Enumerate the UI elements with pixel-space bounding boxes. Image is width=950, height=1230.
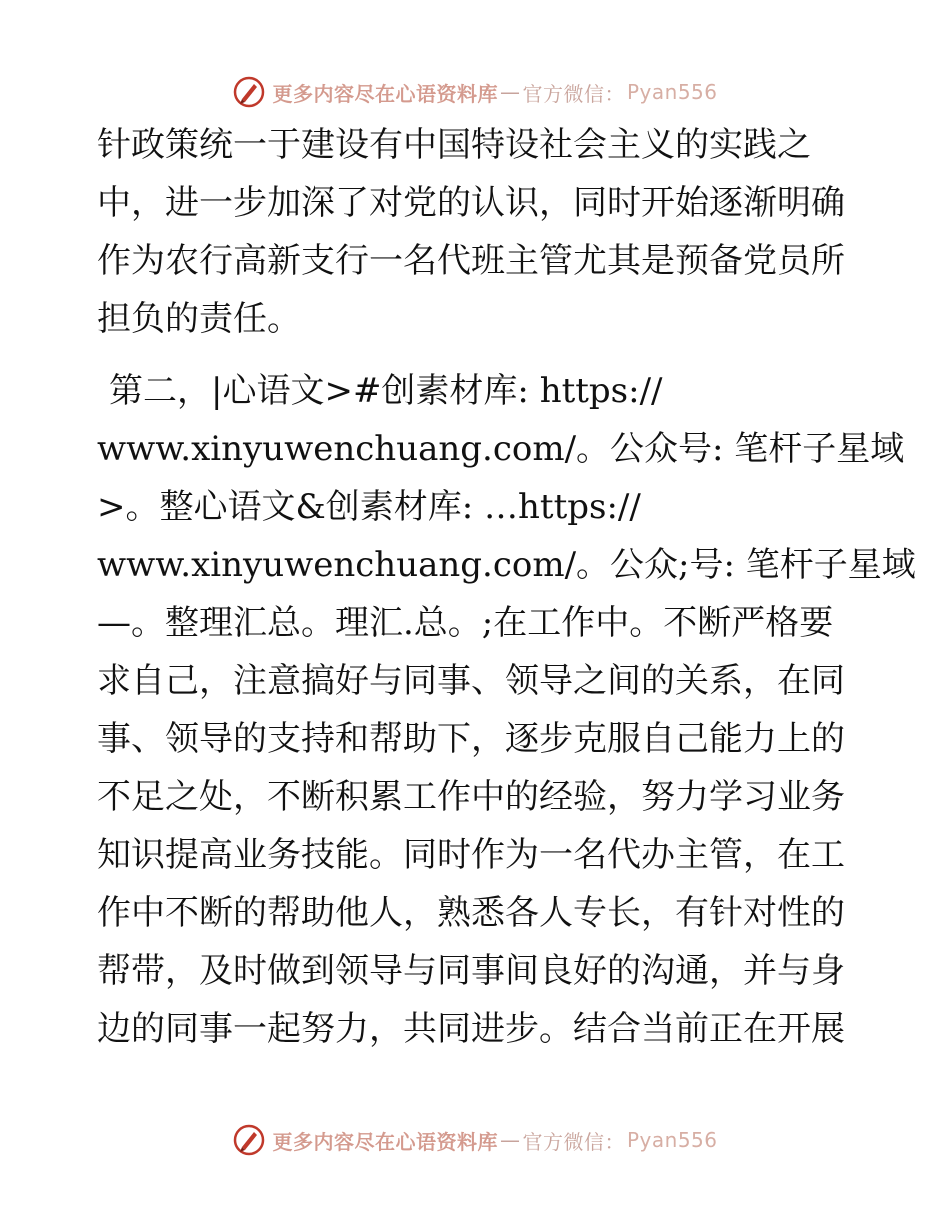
paragraph-1 bbox=[97, 116, 857, 348]
text-line: —。整理汇总。理汇.总。;在工作中。不断严格要 bbox=[97, 603, 834, 643]
banner-brand-text: 更多内容尽在心语资料库 bbox=[272, 81, 498, 106]
banner-separator: — bbox=[499, 80, 521, 104]
document-body bbox=[97, 116, 916, 1058]
banner-wechat-label: 官方微信： bbox=[522, 1129, 625, 1154]
text-line: 知识提高业务技能。同时作为一名代办主管，在工 bbox=[97, 835, 845, 875]
banner-separator: — bbox=[499, 1128, 521, 1152]
text-line: 边的同事一起努力，共同进步。结合当前正在开展 bbox=[97, 1009, 845, 1049]
banner-wechat-handle: Pyan556 bbox=[626, 80, 718, 104]
pen-logo-icon bbox=[232, 75, 266, 109]
text-line: 帮带，及时做到领导与同事间良好的沟通，并与身 bbox=[97, 951, 845, 991]
paragraph-2 bbox=[97, 362, 916, 1058]
text-line: >。整心语文&创素材库: …https:// bbox=[97, 487, 641, 527]
banner-brand-text: 更多内容尽在心语资料库 bbox=[272, 1129, 498, 1154]
text-line: 针政策统一于建设有中国特设社会主义的实践之 bbox=[97, 125, 811, 165]
text-line: 担负的责任。 bbox=[97, 299, 301, 339]
text-line: 作为农行高新支行一名代班主管尤其是预备党员所 bbox=[97, 241, 845, 281]
banner-wechat-handle: Pyan556 bbox=[626, 1128, 718, 1152]
header-banner bbox=[0, 72, 950, 112]
text-line: 不足之处，不断积累工作中的经验，努力学习业务 bbox=[97, 777, 845, 817]
footer-banner bbox=[0, 1120, 950, 1160]
pen-logo-icon bbox=[232, 1123, 266, 1157]
text-line: 求自己，注意搞好与同事、领导之间的关系，在同 bbox=[97, 661, 845, 701]
text-line: 中，进一步加深了对党的认识，同时开始逐渐明确 bbox=[97, 183, 845, 223]
paragraph-gap bbox=[97, 348, 857, 362]
text-line: 事、领导的支持和帮助下，逐步克服自己能力上的 bbox=[97, 719, 845, 759]
text-line: www.xinyuwenchuang.com/。公众号: 笔杆子星域 bbox=[97, 429, 905, 469]
text-line: www.xinyuwenchuang.com/。公众;号: 笔杆子星域 bbox=[97, 545, 916, 585]
text-line: 第二，|心语文>#创素材库: https:// bbox=[109, 371, 663, 411]
banner-wechat-label: 官方微信： bbox=[522, 81, 625, 106]
text-line: 作中不断的帮助他人，熟悉各人专长，有针对性的 bbox=[97, 893, 845, 933]
